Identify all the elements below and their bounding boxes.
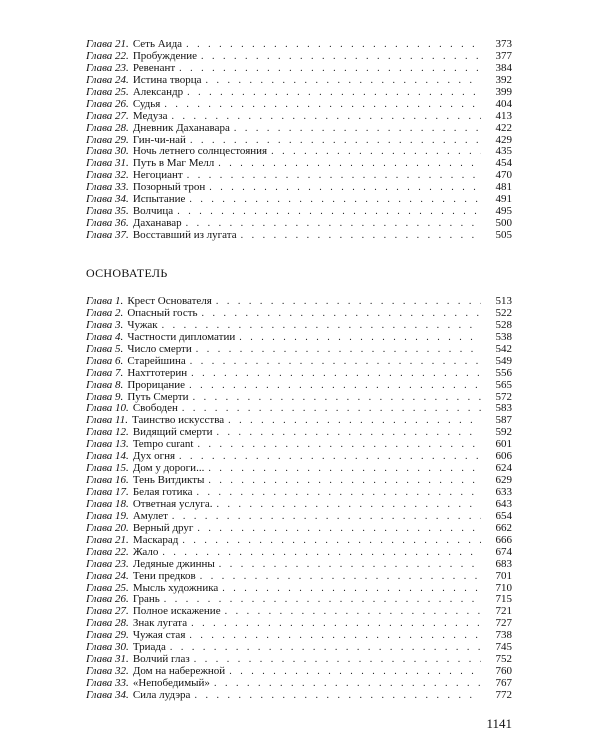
chapter-title: Видящий смерти bbox=[132, 426, 213, 439]
dot-leader bbox=[225, 606, 481, 618]
chapter-number: Глава 25. bbox=[86, 581, 129, 594]
chapter-title: Гин-чи-най bbox=[132, 133, 186, 146]
chapter-page-number: 549 bbox=[495, 354, 512, 367]
toc-entry bbox=[86, 547, 512, 559]
chapter-page-number: 606 bbox=[495, 450, 512, 463]
chapter-number: Глава 31. bbox=[86, 157, 129, 170]
chapter-page-number: 495 bbox=[495, 205, 512, 218]
chapter-title: Дневник Даханавара bbox=[132, 121, 230, 134]
chapter-title: Дух огня bbox=[132, 450, 176, 463]
chapter-title: Судья bbox=[132, 97, 161, 110]
chapter-page-number: 373 bbox=[495, 38, 512, 50]
chapter-title: Tempo curant bbox=[132, 438, 194, 451]
toc-entry bbox=[86, 344, 512, 356]
chapter-number: Глава 26. bbox=[86, 97, 129, 110]
dot-leader bbox=[172, 111, 481, 123]
chapter-page-number: 542 bbox=[495, 342, 512, 355]
chapter-title: Белая готика bbox=[132, 486, 193, 498]
dot-leader bbox=[191, 368, 481, 380]
chapter-title: Полное искажение bbox=[132, 605, 221, 618]
chapter-number: Глава 15. bbox=[86, 462, 129, 475]
chapter-number: Глава 24. bbox=[86, 569, 129, 582]
chapter-number: Глава 27. bbox=[86, 109, 129, 122]
chapter-number: Глава 33. bbox=[86, 677, 129, 689]
chapter-title: Путь Смерти bbox=[127, 390, 189, 403]
toc-entry bbox=[86, 332, 512, 344]
chapter-title: Медуза bbox=[132, 109, 168, 122]
chapter-title: Знак лугата bbox=[132, 617, 188, 630]
chapter-number: Глава 1. bbox=[86, 295, 124, 307]
chapter-number: Глава 35. bbox=[86, 205, 129, 218]
chapter-page-number: 752 bbox=[495, 653, 512, 666]
chapter-title: Восставший из лугата bbox=[132, 229, 237, 241]
chapter-page-number: 583 bbox=[495, 402, 512, 415]
chapter-number: Глава 36. bbox=[86, 217, 129, 230]
dot-leader bbox=[193, 392, 481, 404]
chapter-number: Глава 12. bbox=[86, 426, 129, 439]
chapter-number: Глава 7. bbox=[86, 366, 124, 379]
toc-entry bbox=[86, 535, 512, 547]
chapter-page-number: 481 bbox=[495, 181, 512, 194]
chapter-page-number: 500 bbox=[495, 217, 512, 230]
chapter-page-number: 572 bbox=[495, 390, 512, 403]
dot-leader bbox=[194, 690, 481, 702]
chapter-title: Испытание bbox=[132, 193, 186, 206]
chapter-number: Глава 22. bbox=[86, 49, 129, 62]
chapter-title: Частности дипломатии bbox=[127, 330, 236, 343]
chapter-page-number: 384 bbox=[495, 61, 512, 74]
chapter-page-number: 454 bbox=[495, 157, 512, 170]
chapter-title: Жало bbox=[132, 545, 159, 558]
chapter-number: Глава 30. bbox=[86, 641, 129, 654]
chapter-page-number: 760 bbox=[495, 665, 512, 678]
chapter-number: Глава 28. bbox=[86, 121, 129, 134]
chapter-page-number: 710 bbox=[495, 581, 512, 594]
chapter-title: Маскарад bbox=[132, 533, 179, 546]
dot-leader bbox=[179, 63, 481, 75]
chapter-page-number: 528 bbox=[495, 318, 512, 331]
chapter-title: Число смерти bbox=[127, 342, 192, 355]
chapter-page-number: 470 bbox=[495, 169, 512, 182]
chapter-page-number: 633 bbox=[495, 486, 512, 498]
chapter-number: Глава 33. bbox=[86, 181, 129, 194]
chapter-title: Прорицание bbox=[127, 378, 186, 391]
dot-leader bbox=[218, 158, 481, 170]
dot-leader bbox=[214, 678, 481, 690]
toc-entry bbox=[86, 123, 512, 135]
dot-leader bbox=[189, 194, 481, 206]
chapter-title: Александр bbox=[132, 85, 184, 98]
dot-leader bbox=[189, 380, 481, 392]
chapter-title: Чужак bbox=[127, 318, 158, 331]
chapter-page-number: 565 bbox=[495, 378, 512, 391]
chapter-number: Глава 34. bbox=[86, 688, 129, 701]
dot-leader bbox=[208, 463, 481, 475]
chapter-page-number: 701 bbox=[495, 569, 512, 582]
chapter-title: Пробуждение bbox=[132, 49, 198, 62]
chapter-title: Чужая стая bbox=[132, 629, 186, 642]
chapter-title: Волчий глаз bbox=[132, 653, 190, 666]
chapter-page-number: 505 bbox=[495, 229, 512, 241]
chapter-page-number: 662 bbox=[495, 521, 512, 534]
toc-list-part-2 bbox=[86, 296, 512, 702]
toc-entry bbox=[86, 99, 512, 111]
chapter-number: Глава 30. bbox=[86, 145, 129, 158]
dot-leader bbox=[219, 559, 481, 571]
chapter-number: Глава 27. bbox=[86, 605, 129, 618]
dot-leader bbox=[271, 146, 481, 158]
dot-leader bbox=[189, 630, 481, 642]
chapter-page-number: 538 bbox=[495, 330, 512, 343]
chapter-number: Глава 21. bbox=[86, 38, 129, 50]
chapter-title: Сеть Аида bbox=[132, 38, 183, 50]
chapter-page-number: 674 bbox=[495, 545, 512, 558]
chapter-title: Позорный трон bbox=[132, 181, 206, 194]
chapter-page-number: 587 bbox=[495, 414, 512, 427]
dot-leader bbox=[229, 666, 481, 678]
chapter-number: Глава 2. bbox=[86, 306, 124, 319]
dot-leader bbox=[209, 182, 481, 194]
toc-entry bbox=[86, 571, 512, 583]
chapter-number: Глава 9. bbox=[86, 390, 124, 403]
chapter-title: Путь в Маг Мелл bbox=[132, 157, 215, 170]
chapter-page-number: 392 bbox=[495, 73, 512, 86]
chapter-page-number: 522 bbox=[495, 306, 512, 319]
toc-entry bbox=[86, 356, 512, 368]
chapter-number: Глава 8. bbox=[86, 378, 124, 391]
dot-leader bbox=[216, 296, 481, 308]
chapter-number: Глава 5. bbox=[86, 342, 124, 355]
chapter-title: Истина творца bbox=[132, 73, 202, 86]
dot-leader bbox=[187, 170, 481, 182]
chapter-title: Грань bbox=[132, 593, 160, 606]
dot-leader bbox=[234, 123, 481, 135]
dot-leader bbox=[208, 475, 481, 487]
page-number: 1141 bbox=[486, 716, 512, 731]
dot-leader bbox=[187, 87, 481, 99]
dot-leader bbox=[177, 206, 481, 218]
chapter-page-number: 767 bbox=[495, 677, 512, 689]
chapter-page-number: 422 bbox=[495, 121, 512, 134]
toc-entry bbox=[86, 380, 512, 392]
toc-list-part-1 bbox=[86, 39, 512, 242]
dot-leader bbox=[202, 308, 481, 320]
dot-leader bbox=[196, 344, 481, 356]
chapter-number: Глава 13. bbox=[86, 438, 129, 451]
chapter-page-number: 683 bbox=[495, 557, 512, 570]
chapter-number: Глава 14. bbox=[86, 450, 129, 463]
toc-entry bbox=[86, 111, 512, 123]
chapter-title: Триада bbox=[132, 641, 166, 654]
toc-entry bbox=[86, 75, 512, 87]
chapter-page-number: 413 bbox=[495, 109, 512, 122]
chapter-number: Глава 19. bbox=[86, 509, 129, 522]
chapter-page-number: 513 bbox=[495, 295, 512, 307]
chapter-number: Глава 31. bbox=[86, 653, 129, 666]
chapter-title: Ответная услуга. bbox=[132, 497, 213, 510]
chapter-page-number: 643 bbox=[495, 497, 512, 510]
toc-entry bbox=[86, 559, 512, 571]
chapter-number: Глава 32. bbox=[86, 169, 129, 182]
toc-entry bbox=[86, 368, 512, 380]
chapter-number: Глава 29. bbox=[86, 133, 129, 146]
chapter-number: Глава 23. bbox=[86, 557, 129, 570]
chapter-number: Глава 16. bbox=[86, 474, 129, 487]
dot-leader bbox=[191, 618, 481, 630]
dot-leader bbox=[182, 403, 481, 415]
dot-leader bbox=[179, 451, 481, 463]
chapter-title: Крест Основателя bbox=[127, 295, 212, 307]
chapter-title: Дом на набережной bbox=[132, 665, 226, 678]
toc-entry bbox=[86, 230, 512, 242]
chapter-page-number: 738 bbox=[495, 629, 512, 642]
chapter-title: Нахттотерин bbox=[127, 366, 188, 379]
chapter-number: Глава 10. bbox=[86, 402, 129, 415]
chapter-title: Мысль художника bbox=[132, 581, 219, 594]
chapter-title: Даханавар bbox=[132, 217, 182, 230]
chapter-title: Негоциант bbox=[132, 169, 183, 182]
dot-leader bbox=[206, 75, 481, 87]
chapter-page-number: 727 bbox=[495, 617, 512, 630]
chapter-number: Глава 34. bbox=[86, 193, 129, 206]
chapter-title: «Непобедимый» bbox=[132, 677, 210, 689]
chapter-page-number: 745 bbox=[495, 641, 512, 654]
chapter-title: Ревенант bbox=[132, 61, 176, 74]
dot-leader bbox=[222, 583, 481, 595]
dot-leader bbox=[172, 511, 481, 523]
dot-leader bbox=[241, 230, 481, 242]
dot-leader bbox=[239, 332, 481, 344]
chapter-title: Ледяные джинны bbox=[132, 557, 215, 570]
chapter-number: Глава 4. bbox=[86, 330, 124, 343]
chapter-title: Тени предков bbox=[132, 569, 196, 582]
chapter-number: Глава 18. bbox=[86, 497, 129, 510]
dot-leader bbox=[216, 499, 481, 511]
chapter-title: Свободен bbox=[132, 402, 178, 415]
chapter-number: Глава 24. bbox=[86, 73, 129, 86]
dot-leader bbox=[170, 642, 481, 654]
chapter-number: Глава 25. bbox=[86, 85, 129, 98]
chapter-page-number: 435 bbox=[495, 145, 512, 158]
dot-leader bbox=[197, 523, 481, 535]
chapter-title: Ночь летнего солнцестояния bbox=[132, 145, 268, 158]
chapter-page-number: 654 bbox=[495, 509, 512, 522]
chapter-number: Глава 29. bbox=[86, 629, 129, 642]
dot-leader bbox=[201, 51, 481, 63]
chapter-title: Дом у дороги... bbox=[132, 462, 205, 475]
chapter-page-number: 666 bbox=[495, 533, 512, 546]
chapter-page-number: 624 bbox=[495, 462, 512, 475]
chapter-number: Глава 21. bbox=[86, 533, 129, 546]
dot-leader bbox=[162, 547, 481, 559]
chapter-page-number: 404 bbox=[495, 97, 512, 110]
chapter-page-number: 721 bbox=[495, 605, 512, 618]
chapter-title: Верный друг bbox=[132, 521, 194, 534]
dot-leader bbox=[228, 415, 481, 427]
chapter-page-number: 491 bbox=[495, 193, 512, 206]
chapter-title: Амулет bbox=[132, 509, 168, 522]
chapter-page-number: 601 bbox=[495, 438, 512, 451]
toc-entry bbox=[86, 87, 512, 99]
chapter-page-number: 715 bbox=[495, 593, 512, 606]
dot-leader bbox=[197, 439, 481, 451]
dot-leader bbox=[197, 487, 481, 499]
chapter-number: Глава 26. bbox=[86, 593, 129, 606]
chapter-number: Глава 20. bbox=[86, 521, 129, 534]
chapter-number: Глава 17. bbox=[86, 486, 129, 498]
toc-entry bbox=[86, 690, 512, 702]
chapter-title: Старейшина bbox=[127, 354, 186, 367]
chapter-title: Сила лудэра bbox=[132, 688, 191, 701]
chapter-title: Таинство искусства bbox=[132, 414, 225, 427]
chapter-number: Глава 22. bbox=[86, 545, 129, 558]
chapter-title: Опасный гость bbox=[127, 306, 198, 319]
toc-entry bbox=[86, 523, 512, 535]
chapter-page-number: 772 bbox=[495, 688, 512, 701]
dot-leader bbox=[182, 535, 481, 547]
chapter-page-number: 629 bbox=[495, 474, 512, 487]
chapter-page-number: 399 bbox=[495, 85, 512, 98]
chapter-page-number: 429 bbox=[495, 133, 512, 146]
dot-leader bbox=[194, 654, 481, 666]
dot-leader bbox=[200, 571, 481, 583]
section-heading: ОСНОВАТЕЛЬ bbox=[86, 266, 168, 280]
chapter-number: Глава 11. bbox=[86, 414, 128, 427]
dot-leader bbox=[186, 39, 481, 51]
chapter-page-number: 556 bbox=[495, 366, 512, 379]
chapter-page-number: 592 bbox=[495, 426, 512, 439]
dot-leader bbox=[216, 427, 481, 439]
chapter-title: Тень Витдикты bbox=[132, 474, 205, 487]
dot-leader bbox=[190, 356, 481, 368]
dot-leader bbox=[164, 99, 481, 111]
chapter-title: Волчица bbox=[132, 205, 174, 218]
chapter-number: Глава 23. bbox=[86, 61, 129, 74]
chapter-number: Глава 3. bbox=[86, 318, 124, 331]
chapter-page-number: 377 bbox=[495, 49, 512, 62]
chapter-number: Глава 28. bbox=[86, 617, 129, 630]
chapter-number: Глава 37. bbox=[86, 229, 129, 241]
chapter-number: Глава 6. bbox=[86, 354, 124, 367]
chapter-number: Глава 32. bbox=[86, 665, 129, 678]
